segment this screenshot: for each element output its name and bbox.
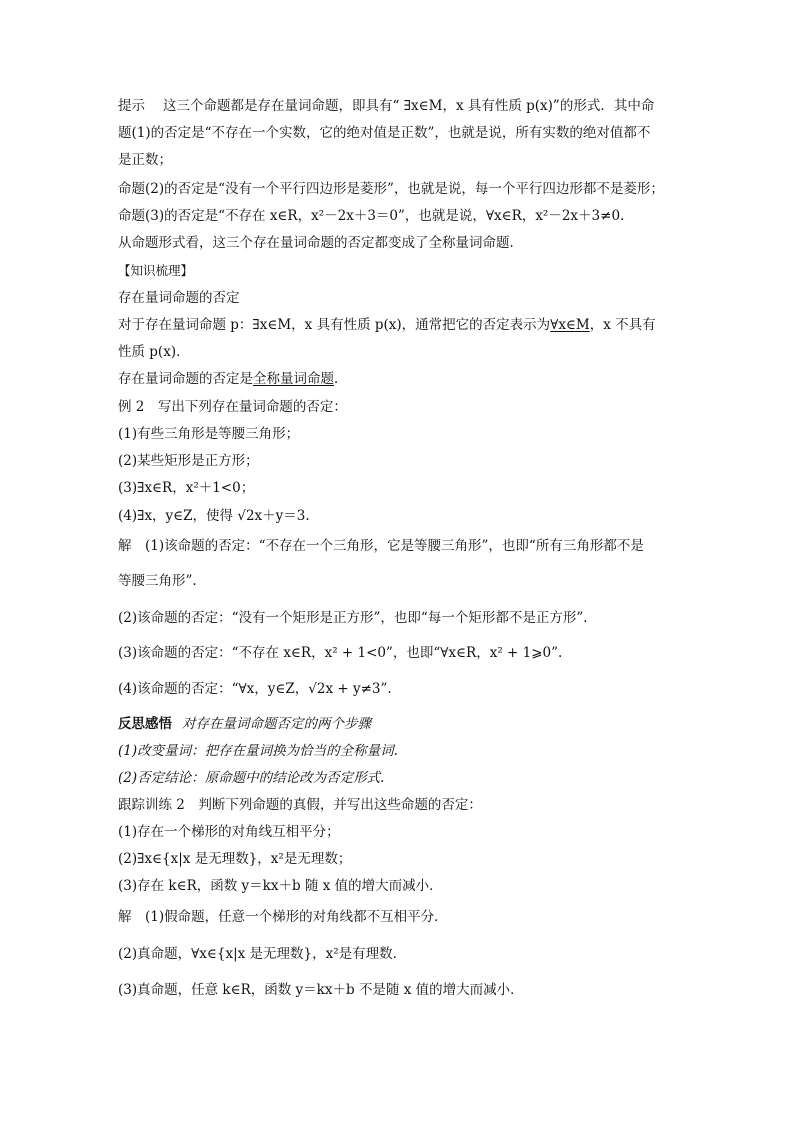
reflection-title bbox=[118, 714, 688, 734]
example2-title: 例 2 写出下列存在量词命题的否定： bbox=[118, 399, 347, 415]
knowledge-line-3-pre: 存在量词命题的否定是 bbox=[118, 371, 253, 387]
practice2-solution-1: 解 (1)假命题，任意一个梯形的对角线都不互相平分． bbox=[118, 909, 448, 925]
example2-item-3: (3)∃x∈R，x²＋1<0； bbox=[118, 480, 255, 496]
knowledge-line-2: 性质 p(x)． bbox=[118, 344, 190, 360]
hint-line-1 bbox=[118, 96, 688, 116]
example2-solution-4: (3)该命题的否定：“不存在 x∈R，x² + 1<0”，也即“∀x∈R，x² + 1⩾0”. bbox=[118, 645, 563, 661]
knowledge-title: 存在量词命题的否定 bbox=[118, 290, 240, 306]
practice2-title: 跟踪训练 2 判断下列命题的真假，并写出这些命题的否定： bbox=[118, 797, 482, 813]
knowledge-line-3-post: ． bbox=[334, 371, 348, 387]
knowledge-line-1-post: ，x 不具有 bbox=[589, 317, 656, 333]
practice2-item-3: (3)存在 k∈R，函数 y＝kx＋b 随 x 值的增大而减小． bbox=[118, 878, 443, 894]
example2-item-4: (4)∃x，y∈Z，使得 √2x＋y＝3. bbox=[118, 508, 310, 524]
knowledge-label: 【知识梳理】 bbox=[118, 263, 194, 278]
knowledge-answer-universal: 全称量词命题 bbox=[253, 371, 334, 387]
example2-item-2: (2)某些矩形是正方形； bbox=[118, 453, 259, 469]
practice2-solution-3: (3)真命题，任意 k∈R，函数 y＝kx＋b 不是随 x 值的增大而减小． bbox=[118, 982, 524, 998]
hint-line-4: 命题(2)的否定是“没有一个平行四边形是菱形”，也就是说，每一个平行四边形都不是菱形； bbox=[118, 181, 664, 197]
hint-line-5: 命题(3)的否定是“不存在 x∈R，x²－2x＋3＝0”，也就是说，∀x∈R，x²－2x＋3≠0. bbox=[118, 208, 625, 224]
hint-line-2: 题(1)的否定是“不存在一个实数，它的绝对值是正数”，也就是说，所有实数的绝对值都不 bbox=[118, 125, 651, 141]
example2-solution-2: 等腰三角形”. bbox=[118, 573, 197, 589]
example2-solution-3: (2)该命题的否定：“没有一个矩形是正方形”，也即“每一个矩形都不是正方形”. bbox=[118, 610, 588, 626]
practice2-item-2: (2)∃x∈{x|x 是无理数}，x²是无理数； bbox=[118, 851, 352, 867]
reflection-label: 反思感悟 bbox=[118, 716, 172, 732]
reflection-subtitle: 对存在量词命题否定的两个步骤 bbox=[182, 716, 371, 732]
knowledge-line-1 bbox=[118, 315, 688, 335]
reflection-item-1: (1)改变量词：把存在量词换为恰当的全称量词. bbox=[118, 743, 398, 759]
practice2-item-1: (1)存在一个梯形的对角线互相平分； bbox=[118, 824, 340, 840]
example2-solution-1: 解 (1)该命题的否定：“不存在一个三角形，它是等腰三角形”，也即“所有三角形都不是 bbox=[118, 538, 644, 554]
knowledge-line-1-pre: 对于存在量词命题 p：∃x∈M，x 具有性质 p(x)，通常把它的否定表示为 bbox=[118, 317, 551, 333]
knowledge-answer-forall: ∀x∈M bbox=[550, 317, 590, 333]
practice2-solution-2: (2)真命题，∀x∈{x|x 是无理数}，x²是有理数． bbox=[118, 946, 407, 962]
reflection-item-2: (2)否定结论：原命题中的结论改为否定形式. bbox=[118, 770, 385, 786]
example2-item-1: (1)有些三角形是等腰三角形； bbox=[118, 426, 300, 442]
hint-label: 提示 bbox=[118, 98, 145, 114]
hint-line-6: 从命题形式看，这三个存在量词命题的否定都变成了全称量词命题． bbox=[118, 235, 523, 251]
knowledge-line-3 bbox=[118, 369, 688, 389]
example2-solution-5: (4)该命题的否定：“∀x，y∈Z，√2x + y≠3”. bbox=[118, 681, 392, 697]
hint-line-3: 是正数； bbox=[118, 152, 172, 168]
hint-text-1: 这三个命题都是存在量词命题，即具有“ ∃x∈M，x 具有性质 p(x)”的形式．其中命 bbox=[163, 98, 655, 114]
